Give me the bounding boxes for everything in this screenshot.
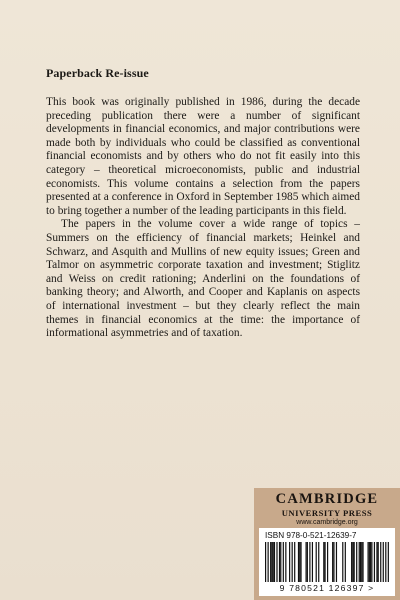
barcode-bar — [268, 542, 269, 582]
barcode-bar — [383, 542, 384, 582]
barcode-bar — [318, 542, 319, 582]
barcode-bar — [374, 542, 375, 582]
publisher-subname: UNIVERSITY PRESS — [281, 508, 373, 518]
barcode-digits: 9 780521 126397 > — [279, 583, 375, 593]
barcode-bar — [280, 542, 281, 582]
barcode-bar — [378, 542, 379, 582]
publisher-name: CAMBRIDGE — [275, 491, 379, 507]
barcode-bar — [356, 542, 357, 582]
barcode-bar — [345, 542, 346, 582]
barcode-bar — [370, 542, 371, 582]
barcode-bar — [283, 542, 284, 582]
barcode-bar — [285, 542, 286, 582]
barcode-bar — [271, 542, 272, 582]
barcode-bar — [388, 542, 389, 582]
barcode-panel — [259, 528, 395, 596]
barcode-bar — [361, 542, 362, 582]
barcode-bar — [312, 542, 313, 582]
barcode-bar — [342, 542, 343, 582]
barcode-bar — [292, 542, 293, 582]
barcode-bar — [274, 542, 275, 582]
barcode-bar — [309, 542, 310, 582]
barcode-bar — [279, 542, 280, 582]
barcode-bar — [289, 542, 290, 582]
barcode-bar — [333, 542, 334, 582]
barcode-bar — [332, 542, 333, 582]
barcode-bar — [367, 542, 368, 582]
blurb — [46, 96, 360, 341]
barcode-bar — [265, 542, 266, 582]
isbn-label: ISBN 978-0-521-12639-7 — [265, 531, 357, 540]
barcode-bar — [362, 542, 363, 582]
barcode-bar — [360, 542, 361, 582]
barcode-bar — [336, 542, 337, 582]
barcode-bar — [380, 542, 381, 582]
barcode-bar — [276, 542, 277, 582]
barcode-bar — [327, 542, 328, 582]
barcode-bar — [376, 542, 377, 582]
barcode-bar — [351, 542, 352, 582]
barcode-bar — [294, 542, 295, 582]
barcode-bar — [273, 542, 274, 582]
barcode-bar — [371, 542, 372, 582]
barcode-bar — [354, 542, 355, 582]
barcode-bar — [324, 542, 325, 582]
barcode-bar — [270, 542, 271, 582]
barcode-bar — [369, 542, 370, 582]
barcode-bar — [305, 542, 306, 582]
barcode-icon — [265, 542, 389, 582]
barcode-bar — [299, 542, 300, 582]
blurb-paragraph-1: This book was originally published in 1986, during the decade preceding publication there were a number of significant developments in financial economics, and major contributions were made both by individuals who could be classified as conventional financial economists and by others who do not fit easily into this category – theoretical microeconomists, public and industrial economists. This volume contains a selection from the papers presented at a conference in Oxford in September 1985 which aimed to bring together a number of the leading participants in this field. — [46, 96, 360, 217]
reissue-heading: Paperback Re-issue — [46, 66, 149, 80]
barcode-bar — [323, 542, 324, 582]
barcode-bar — [298, 542, 299, 582]
barcode-bar — [352, 542, 353, 582]
barcode-bar — [307, 542, 308, 582]
publisher-url: www.cambridge.org — [296, 519, 358, 526]
barcode-bar — [359, 542, 360, 582]
barcode-bar — [300, 542, 301, 582]
barcode-bar — [316, 542, 317, 582]
blurb-paragraph-2: The papers in the volume cover a wide range of topics – Summers on the efficiency of financial markets; Heinkel and Schwarz, and Asquith and Mullins of new equity issues; Green and Talmor on asymmetric corporate taxation and investment; Stiglitz and Weiss on credit rationing; Anderlini on the foundations of banking theory; and Alworth, and Cooper and Kaplanis on aspects of international investment – but they clearly reflect the main themes in financial economics at the time: the importance of informational asymmetries and of taxation. — [46, 218, 360, 340]
barcode-bar — [385, 542, 386, 582]
